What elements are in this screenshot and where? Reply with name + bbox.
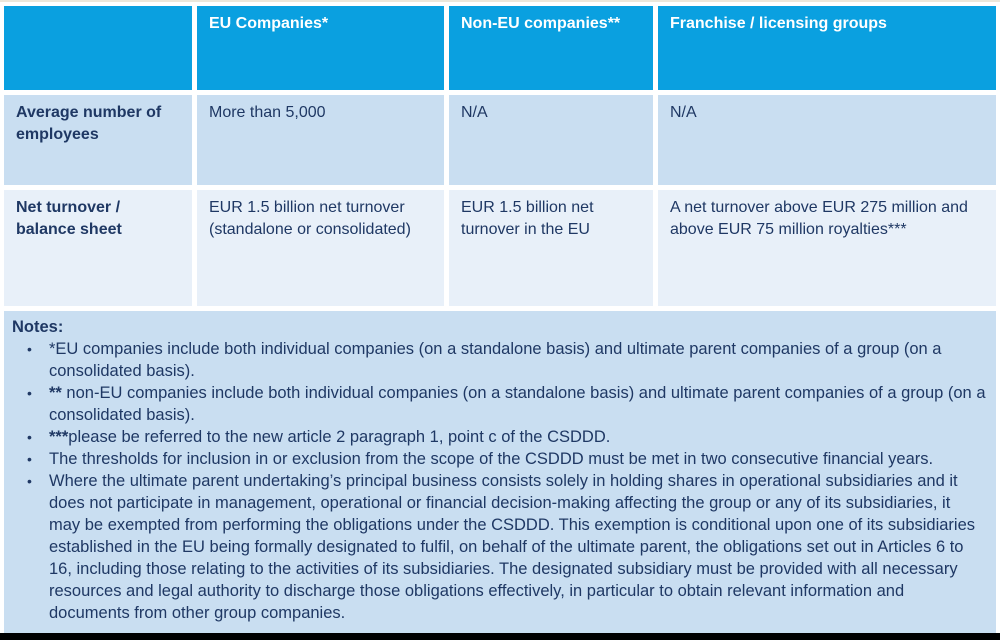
header-cell-non-eu-companies: Non-EU companies**	[449, 6, 653, 90]
note-item-article-reference: • ***please be referred to the new article 2 paragraph 1, point c of the CSDDD.	[12, 426, 986, 448]
cell-turnover-franchise: A net turnover above EUR 275 million and above EUR 75 million royalties***	[658, 190, 996, 306]
csddd-thresholds-table	[4, 6, 996, 306]
note-item-thresholds: • The thresholds for inclusion in or exclusion from the scope of the CSDDD must be met in two consecutive financial years.	[12, 448, 986, 470]
notes-list	[12, 338, 986, 624]
notes-title: Notes:	[12, 318, 64, 336]
cell-turnover-non-eu: EUR 1.5 billion net turnover in the EU	[449, 190, 653, 306]
cell-employees-franchise: N/A	[658, 95, 996, 185]
note-item-non-eu-companies: • ** non-EU companies include both individual companies (on a standalone basis) and ultimate parent companies of a group (on a consolidated basis).	[12, 382, 986, 426]
row-label-net-turnover: Net turnover / balance sheet	[4, 190, 192, 306]
slide-bottom-bar	[0, 633, 1000, 640]
header-cell-franchise-groups: Franchise / licensing groups	[658, 6, 996, 90]
notes-section	[4, 311, 996, 633]
note-item-eu-companies: • *EU companies include both individual companies (on a standalone basis) and ultimate parent companies of a group (on a consolidated basis).	[12, 338, 986, 382]
cell-turnover-eu: EUR 1.5 billion net turnover (standalone or consolidated)	[197, 190, 444, 306]
header-cell-empty	[4, 6, 192, 90]
header-cell-eu-companies: EU Companies*	[197, 6, 444, 90]
note-item-holding-exemption: • Where the ultimate parent undertaking’s principal business consists solely in holding shares in operational subsidiaries and it does not participate in management, operational or financial decision-making affecting the group or any of its subsidiaries, it may be exempted from performing the obligations under the CSDDD. This exemption is conditional upon one of its subsidiaries established in the EU being formally designated to fulfil, on behalf of the ultimate parent, the obligations set out in Articles 6 to 16, including those relating to the activities of its subsidiaries. The designated subsidiary must be provided with all necessary resources and legal authority to discharge those obligations effectively, in particular to obtain relevant information and documents from other group companies.	[12, 470, 986, 624]
row-label-average-employees: Average number of employees	[4, 95, 192, 185]
cell-employees-non-eu: N/A	[449, 95, 653, 185]
cell-employees-eu: More than 5,000	[197, 95, 444, 185]
